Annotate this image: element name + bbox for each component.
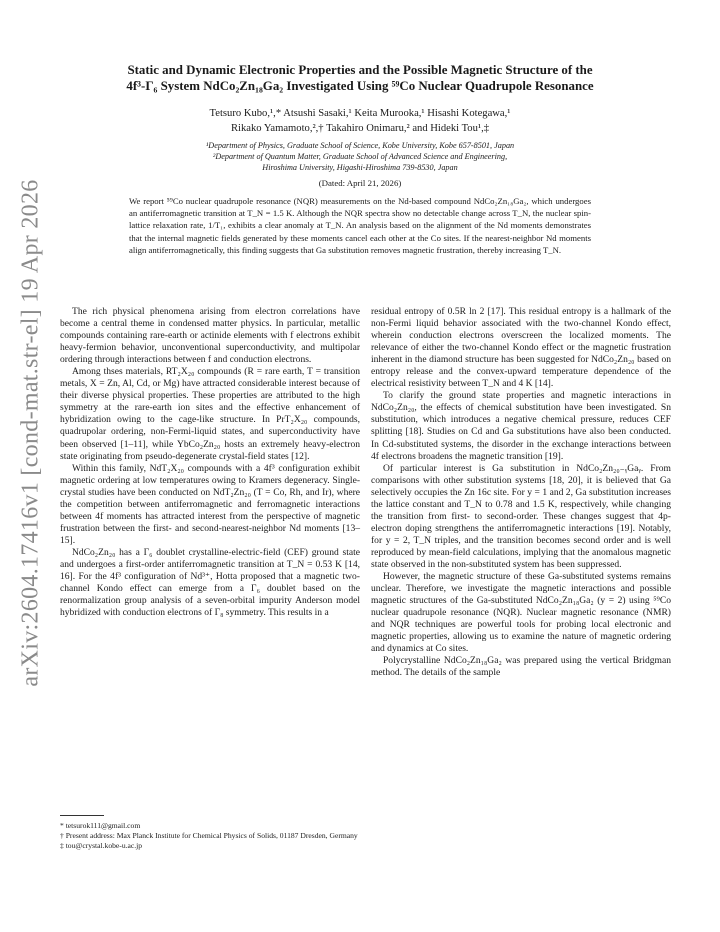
affiliation-3: Hiroshima University, Higashi-Hiroshima 739-8530, Japan [262, 163, 458, 172]
footnote-email-tou: ‡ tou@crystal.kobe-u.ac.jp [60, 841, 143, 851]
body-paragraph: residual entropy of 0.5R ln 2 [17]. This residual entropy is a hallmark of the non-Fermi liquid behavior associated with the two-channel Kondo effect, wherein conduction electrons overscreen the localized moments. The relevance of either the two-channel Kondo effect or the magnetic frustration inherent in the diamond structure has been suggested for NdCo₂Zn₂₀ based on entropy release and the convex-upward temperature dependence of the electrical resistivity between T_N and 4 K [14]. [371, 306, 671, 390]
body-paragraph: Among thses materials, RT₂X₂₀ compounds (R = rare earth, T = transition metals, X = Zn, Al, Cd, or Mg) have attracted considerable interest because of their diverse physical properties. These properties are attributed to the high symmetry at the rare-earth ion sites and the effective enhancement of hybridization owing to the cage-like structure. In PrT₂X₂₀ compounds, quadrupolar ordering, non-Fermi-liquid states, and superconductivity have been observed [1–11], while YbCo₂Zn₂₀ hosts an extremely heavy-electron state originating from pseudo-degenerate crystal-field states [12]. [60, 366, 360, 462]
left-column [60, 306, 360, 619]
authors-line-1: Tetsuro Kubo,¹,* Atsushi Sasaki,¹ Keita Murooka,¹ Hisashi Kotegawa,¹ [209, 108, 511, 119]
footnote-present-address: † Present address: Max Planck Institute for Chemical Physics of Solids, 01187 Dresden, Germany [60, 831, 358, 841]
affiliation-1: ¹Department of Physics, Graduate School of Science, Kobe University, Kobe 657-8501, Japan [205, 141, 515, 150]
authors-line-2: Rikako Yamamoto,²,† Takahiro Onimaru,² and Hideki Tou¹,‡ [230, 122, 490, 134]
footnotes [60, 821, 360, 852]
body-paragraph: Within this family, NdT₂X₂₀ compounds with a 4f³ configuration exhibit magnetic ordering at low temperatures owing to Kramers degeneracy. Single-crystal studies have been conducted on NdT₂Zn₂₀ (T = Co, Rh, and Ir), where the competition between antiferromagnetic and ferromagnetic interactions between 4f moments has attracted interest from the perspective of magnetic frustration between the first- and second-nearest-neighbor Nd moments [13–15]. [60, 462, 360, 546]
body-paragraph: The rich physical phenomena arising from electron correlations have become a central theme in condensed matter physics. In particular, metallic compounds containing rare-earth or actinide elements with f electrons exhibit heavy-fermion behavior, unconventional superconductivity, and multipolar ordering through interactions between f and conduction electrons. [60, 306, 360, 366]
body-paragraph: To clarify the ground state properties and magnetic interactions in NdCo₂Zn₂₀, the effects of chemical substitution have been investigated. Sn substitution, which introduces a negative chemical pressure, reduces CEF splitting [18]. Studies on Cd and Ga substitutions have also been conducted. In Cd-substituted systems, the disorder in the exchange interactions between 4f electrons broadens the magnetic transition [19]. [371, 390, 671, 462]
right-column [371, 306, 671, 679]
title-line-1: Static and Dynamic Electronic Properties and the Possible Magnetic Structure of the [127, 63, 593, 77]
affiliations [70, 140, 650, 173]
body-paragraph: Polycrystalline NdCo₂Zn₁₈Ga₂ was prepared using the vertical Bridgman method. The details of the sample [371, 655, 671, 679]
body-paragraph: NdCo₂Zn₂₀ has a Γ₆ doublet crystalline-electric-field (CEF) ground state and undergoes a first-order antiferromagnetic transition at T_N = 0.53 K [14, 16]. For the 4f³ configuration of Nd³⁺, Hotta proposed that a magnetic two-channel Kondo effect can emerge from a Γ₆ doublet based on the renormalization group analysis of a seven-orbital impurity Anderson model hybridized with conduction electrons of Γ₈ symmetry. This results in a [60, 546, 360, 619]
author-list [60, 107, 660, 136]
body-paragraph: Of particular interest is Ga substitution in NdCo₂Zn₂₀₋ᵧGaᵧ. From comparisons with other substitution systems [18, 20], it is believed that Ga selectively occupies the Zn 16c site. For y = 1 and 2, Ga substitution increases the lattice constant and T_N to 0.78 and 1.5 K, respectively, while changing the transition from first- to second-order. These changes suggest that 4p-electron doping strengthens the antiferromagnetic interactions [19]. Notably, for y = 2, T_N triples, and the transition becomes second order and is well reproduced by mean-field calculations, implying that the anomalous magnetic state observed in the non-substituted system has been suppressed. [371, 462, 671, 570]
title-line-2: 4f³-Γ₆ System NdCo₂Zn₁₈Ga₂ Investigated Using ⁵⁹Co Nuclear Quadrupole Resonance [126, 79, 594, 93]
date-line: (Dated: April 21, 2026) [318, 178, 402, 188]
footnote-divider [60, 815, 104, 816]
footnote-email-kubo: * tetsurok111@gmail.com [60, 821, 141, 830]
affiliation-2: ²Department of Quantum Matter, Graduate School of Advanced Science and Engineering, [212, 152, 508, 161]
arxiv-identifier-text: arXiv:2604.17416v1 [cond-mat.str-el] 19 Apr 2026 [17, 179, 44, 687]
arxiv-identifier [14, 179, 48, 687]
abstract: We report ⁵⁹Co nuclear quadrupole resonance (NQR) measurements on the Nd-based compound NdCo₂Zn₁₈Ga₂, which undergoes an antiferromagnetic transition at T_N = 1.5 K. Although the NQR spectra show no detectable change across T_N, the nuclear spin-lattice relaxation rate, 1/T₁, exhibits a clear anomaly at T_N. An analysis based on the alignment of the Nd moments demonstrates that the internal magnetic fields generated by these moments cancel each other at the Co sites. If the nearest-neighbor Nd moments align antiferromagnetically, this finding suggests that Ga substitution removes magnetic frustration, thereby increasing T_N. [129, 196, 591, 255]
body-paragraph: However, the magnetic structure of these Ga-substituted systems remains unclear. Therefore, we investigate the magnetic interactions and possible magnetic structures of the Ga-substituted NdCo₂Zn₁₈Ga₂ (y = 2) using ⁵⁹Co nuclear quadrupole resonance (NQR). Nuclear magnetic resonance (NMR) and NQR techniques are powerful tools for probing local electronic and magnetic properties, allowing us to examine the nature of magnetic ordering and dynamics at Co sites. [371, 571, 671, 655]
paper-title [60, 62, 660, 94]
